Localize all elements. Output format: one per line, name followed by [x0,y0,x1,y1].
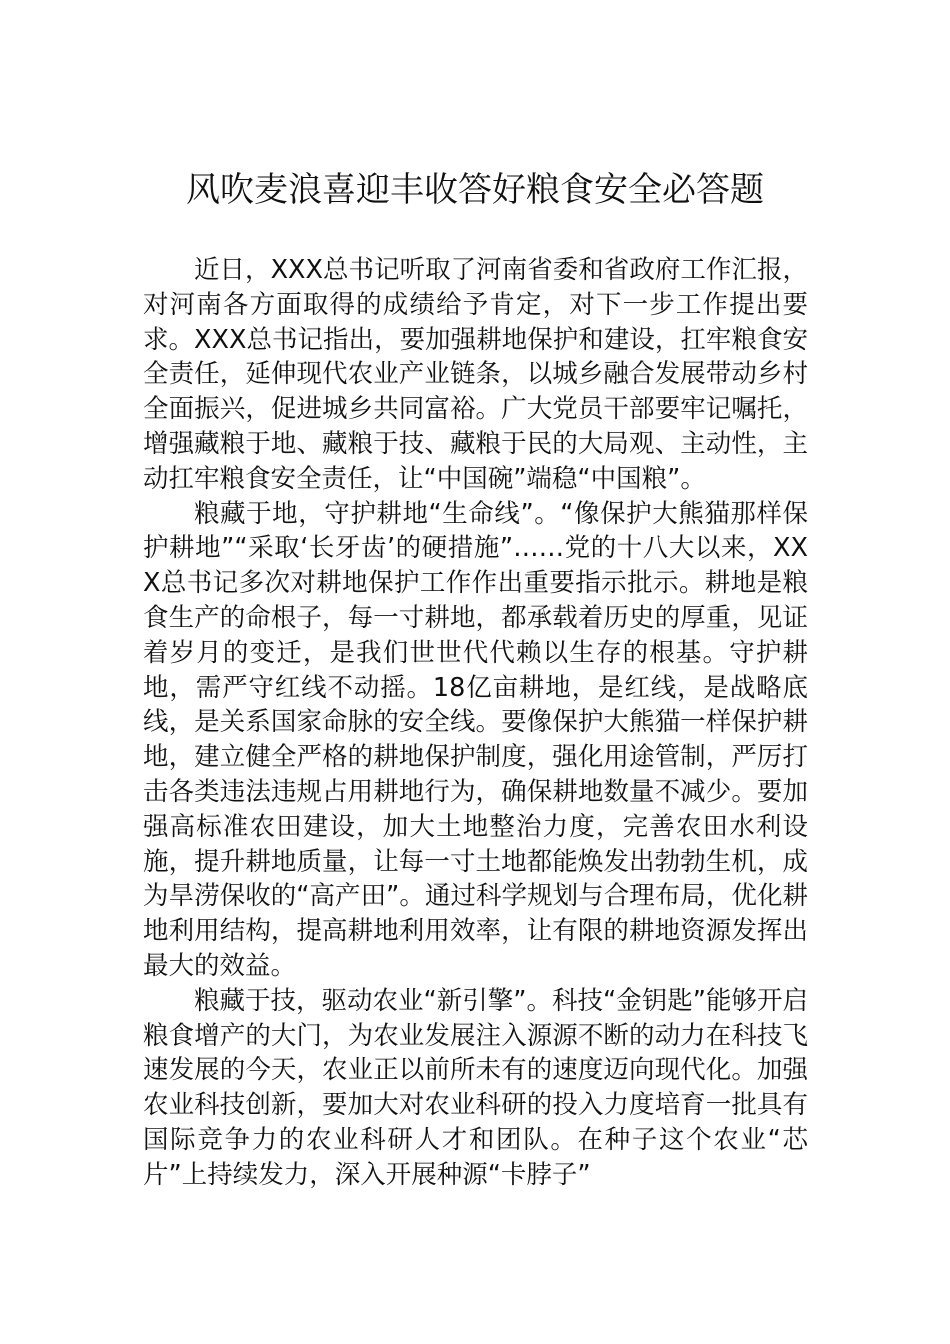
document-body [143,253,808,1193]
paragraph-1: 近日，XXX总书记听取了河南省委和省政府工作汇报，对河南各方面取得的成绩给予肯定，对下一步工作提出要求。XXX总书记指出，要加强耕地保护和建设，扛牢粮食安全责任，延伸现代农业产业链条，以城乡融合发展带动乡村全面振兴，促进城乡共同富裕。广大党员干部要牢记嘱托，增强藏粮于地、藏粮于技、藏粮于民的大局观、主动性，主动扛牢粮食安全责任，让“中国碗”端稳“中国粮”。 [143,255,808,494]
paragraph-3: 粮藏于技，驱动农业“新引擎”。科技“金钥匙”能够开启粮食增产的大门，为农业发展注入源源不断的动力在科技飞速发展的今天，农业正以前所未有的速度迈向现代化。加强农业科技创新，要加大对农业科研的投入力度培育一批具有国际竞争力的农业科研人才和团队。在种子这个农业“芯片”上持续发力，深入开展种源“卡脖子” [143,985,808,1190]
document-title: 风吹麦浪喜迎丰收答好粮食安全必答题 [186,170,764,210]
paragraph-2: 粮藏于地，守护耕地“生命线”。“像保护大熊猫那样保护耕地”“采取‘长牙齿’的硬措施”……党的十八大以来，XXX总书记多次对耕地保护工作作出重要指示批示。耕地是粮食生产的命根子，每一寸耕地，都承载着历史的厚重，见证着岁月的变迁，是我们世世代代赖以生存的根基。守护耕地，需严守红线不动摇。18亿亩耕地，是红线，是战略底线，是关系国家命脉的安全线。要像保护大熊猫一样保护耕地，建立健全严格的耕地保护制度，强化用途管制，严厉打击各类违法违规占用耕地行为，确保耕地数量不减少。要加强高标准农田建设，加大土地整治力度，完善农田水利设施，提升耕地质量，让每一寸土地都能焕发出勃勃生机，成为旱涝保收的“高产田”。通过科学规划与合理布局，优化耕地利用结构，提高耕地利用效率，让有限的耕地资源发挥出最大的效益。 [143,498,808,981]
